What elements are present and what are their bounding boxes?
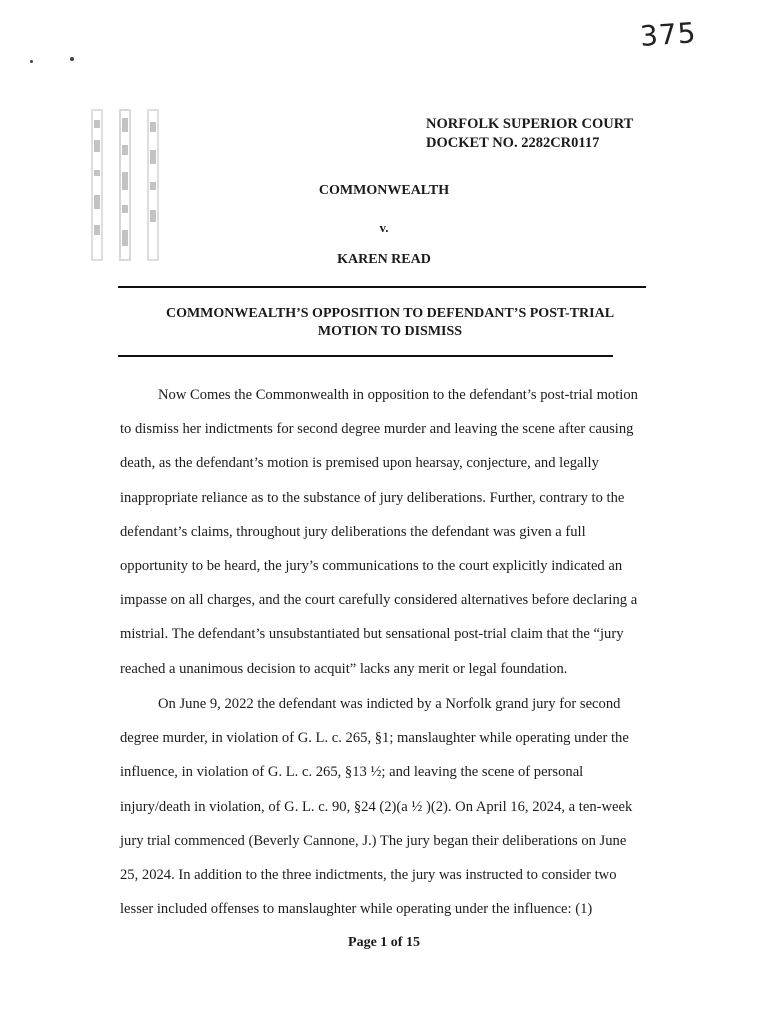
body-paragraph-1: Now Comes the Commonwealth in opposition to the defendant’s post-trial motion to dismiss her indictments for second degree murder and leaving the scene after causing death, as the defendant’s motion is premised upon hearsay, conjecture, and legally inappropriate reliance as to the substance of jury deliberations. Further, contrary to the defendant’s claims, throughout jury deliberations the defendant was given a full opportunity to be heard, the jury’s communications to the court explicitly indicated an impasse on all charges, and the court carefully considered alternatives before declaring a mistrial. The defendant’s unsubstantiated but sensational post-trial claim that the “jury reached a unanimous decision to acquit” lacks any merit or legal foundation. — [120, 387, 638, 677]
document-title-line2: MOTION TO DISMISS — [317, 324, 463, 339]
docket-number: DOCKET NO. 2282CR0117 — [426, 135, 600, 151]
court-header — [426, 115, 633, 153]
body-paragraph-2: On June 9, 2022 the defendant was indicted by a Norfolk grand jury for second degree murder, in violation of G. L. c. 265, §1; manslaughter while operating under the influence, in violation of G. L. c. 265, §13 ½; and leaving the scene of personal injury/death in violation, of G. L. c. 90, §24 (2)(a ½ )(2). On April 16, 2024, a ten-week jury trial commenced (Beverly Cannone, J.) The jury began their deliberations on June 25, 2024. In addition to the three indictments, the jury was instructed to consider two lesser included offenses to manslaughter while operating under the influence: (1) — [120, 696, 633, 918]
caption-versus: v. — [379, 220, 389, 235]
document-title-line1: COMMONWEALTH’S OPPOSITION TO DEFENDANT’S POST-TRIAL — [165, 306, 615, 321]
document-title — [110, 305, 670, 341]
caption-defendant: KAREN READ — [337, 252, 431, 267]
page-number-footer: Page 1 of 15 — [348, 935, 420, 950]
court-name: NORFOLK SUPERIOR COURT — [426, 116, 634, 132]
scan-speck — [70, 57, 74, 61]
caption-plaintiff: COMMONWEALTH — [318, 183, 450, 198]
title-divider — [118, 355, 613, 357]
scan-speck — [30, 60, 33, 63]
handwritten-page-number: 375 — [638, 16, 698, 53]
caption-divider — [118, 286, 646, 288]
